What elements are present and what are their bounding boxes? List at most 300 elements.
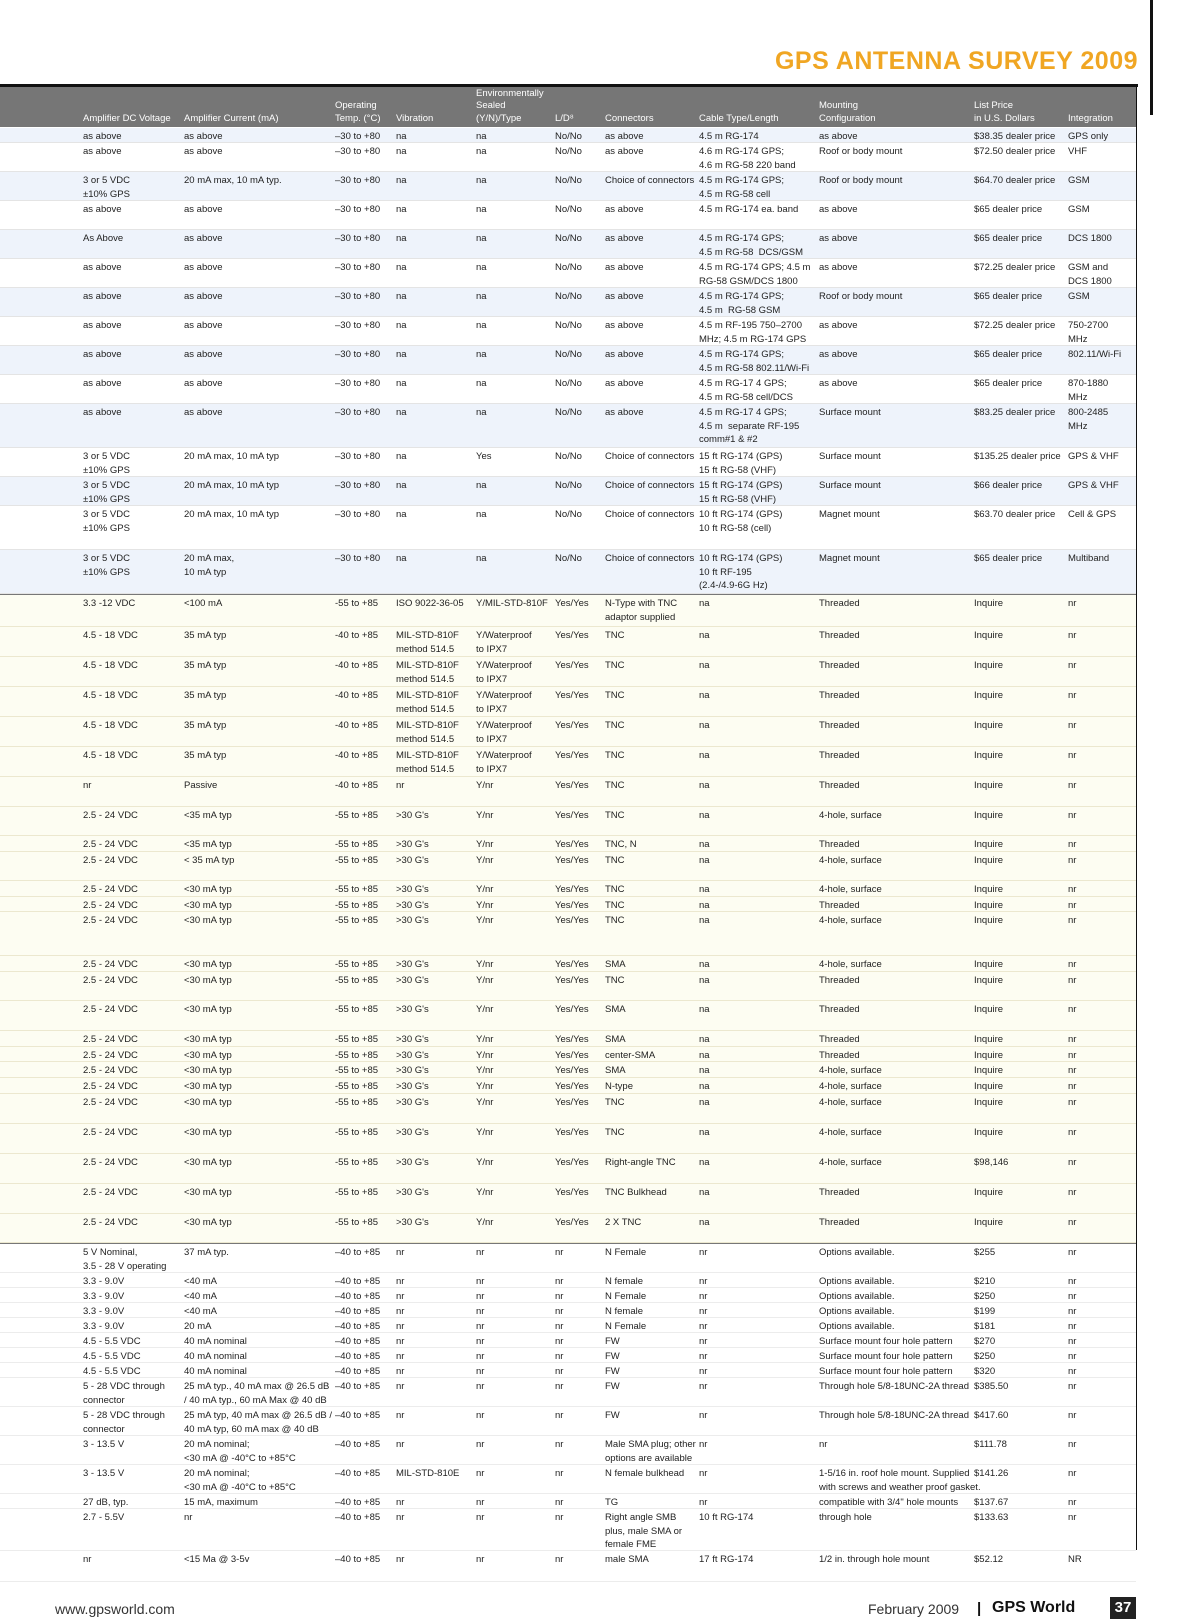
cell-temp: –30 to +80 xyxy=(335,553,381,564)
cell-ld: Yes/Yes xyxy=(555,1034,589,1045)
cell-mounting: 4-hole, surface xyxy=(819,810,882,821)
cell-connectors: as above xyxy=(605,233,644,244)
cell-temp: –40 to +85 xyxy=(335,1439,381,1450)
cell-env-sealed: na xyxy=(476,146,487,157)
cell-current: <30 mA typ xyxy=(184,1034,232,1045)
cell-vibration: na xyxy=(396,146,407,157)
cell-dc-voltage: nr xyxy=(83,780,92,791)
cell-ld: Yes/Yes xyxy=(555,810,589,821)
cell-ld: nr xyxy=(555,1276,564,1287)
cell-env-sealed: Y/Waterproof to IPX7 xyxy=(476,630,532,655)
cell-current: 40 mA nominal xyxy=(184,1351,247,1362)
table-row xyxy=(0,404,1136,448)
cell-price: $72.50 dealer price xyxy=(974,146,1056,157)
table-row xyxy=(0,717,1136,747)
cell-integration: nr xyxy=(1068,1276,1077,1287)
cell-vibration: ISO 9022-36-05 xyxy=(396,598,464,609)
cell-ld: No/No xyxy=(555,451,582,462)
cell-temp: -55 to +85 xyxy=(335,1034,379,1045)
cell-mounting: Roof or body mount xyxy=(819,291,903,302)
cell-connectors: as above xyxy=(605,349,644,360)
cell-temp: –30 to +80 xyxy=(335,480,381,491)
cell-temp: –30 to +80 xyxy=(335,204,381,215)
cell-dc-voltage: 3 or 5 VDC ±10% GPS xyxy=(83,451,130,476)
cell-mounting: 1-5/16 in. roof hole mount. Supplied with screws and weather proof gasket. xyxy=(819,1468,981,1493)
cell-env-sealed: na xyxy=(476,349,487,360)
cell-price: Inquire xyxy=(974,780,1004,791)
cell-price: $250 xyxy=(974,1351,996,1362)
cell-integration: nr xyxy=(1068,1004,1077,1015)
cell-connectors: TNC xyxy=(605,660,625,671)
cell-cable: na xyxy=(699,959,710,970)
cell-cable: 4.6 m RG-174 GPS; 4.6 m RG-58 220 band xyxy=(699,146,796,171)
cell-ld: nr xyxy=(555,1554,564,1565)
cell-connectors: as above xyxy=(605,204,644,215)
cell-connectors: FW xyxy=(605,1381,620,1392)
cell-price: $65 dealer price xyxy=(974,204,1043,215)
cell-env-sealed: na xyxy=(476,233,487,244)
table-row xyxy=(0,1509,1136,1551)
cell-integration: nr xyxy=(1068,1410,1077,1421)
cell-dc-voltage: 4.5 - 18 VDC xyxy=(83,630,138,641)
cell-vibration: >30 G's xyxy=(396,1217,429,1228)
cell-vibration: na xyxy=(396,480,407,491)
cell-price: Inquire xyxy=(974,1034,1004,1045)
table-row xyxy=(0,1154,1136,1184)
cell-mounting: Threaded xyxy=(819,750,860,761)
table-row xyxy=(0,506,1136,550)
cell-integration: DCS 1800 xyxy=(1068,233,1112,244)
table-row xyxy=(0,1184,1136,1214)
cell-vibration: MIL-STD-810F method 514.5 xyxy=(396,720,459,745)
table-row xyxy=(0,1288,1136,1303)
cell-vibration: nr xyxy=(396,1497,405,1508)
cell-current: <40 mA xyxy=(184,1306,218,1317)
cell-temp: –40 to +85 xyxy=(335,1247,381,1258)
table-section xyxy=(0,594,1136,1243)
cell-current: 35 mA typ xyxy=(184,750,227,761)
cell-connectors: male SMA xyxy=(605,1554,649,1565)
cell-dc-voltage: 2.5 - 24 VDC xyxy=(83,900,138,911)
cell-current: <30 mA typ xyxy=(184,915,232,926)
cell-cable: 15 ft RG-174 (GPS) 15 ft RG-58 (VHF) xyxy=(699,451,783,476)
cell-connectors: N female bulkhead xyxy=(605,1468,685,1479)
cell-integration: nr xyxy=(1068,1097,1077,1108)
cell-price: $320 xyxy=(974,1366,996,1377)
cell-current: as above xyxy=(184,131,223,142)
cell-integration: nr xyxy=(1068,1306,1077,1317)
cell-ld: Yes/Yes xyxy=(555,1157,589,1168)
cell-temp: –30 to +80 xyxy=(335,378,381,389)
cell-dc-voltage: 3.3 - 9.0V xyxy=(83,1306,125,1317)
cell-integration: nr xyxy=(1068,1468,1077,1479)
cell-env-sealed: na xyxy=(476,553,487,564)
header-cable: Cable Type/Length xyxy=(699,112,779,124)
cell-connectors: 2 X TNC xyxy=(605,1217,642,1228)
cell-cable: na xyxy=(699,975,710,986)
cell-current: <30 mA typ xyxy=(184,975,232,986)
cell-ld: nr xyxy=(555,1306,564,1317)
cell-ld: nr xyxy=(555,1321,564,1332)
cell-vibration: nr xyxy=(396,1321,405,1332)
cell-current: as above xyxy=(184,262,223,273)
cell-env-sealed: nr xyxy=(476,1351,485,1362)
cell-temp: -55 to +85 xyxy=(335,839,379,850)
cell-integration: nr xyxy=(1068,1321,1077,1332)
cell-vibration: na xyxy=(396,407,407,418)
cell-current: 35 mA typ xyxy=(184,660,227,671)
cell-vibration: >30 G's xyxy=(396,839,429,850)
cell-ld: nr xyxy=(555,1468,564,1479)
table-row xyxy=(0,143,1136,172)
cell-current: <30 mA typ xyxy=(184,900,232,911)
cell-dc-voltage: 3 or 5 VDC ±10% GPS xyxy=(83,175,130,200)
cell-price: $52.12 xyxy=(974,1554,1004,1565)
cell-vibration: nr xyxy=(396,1247,405,1258)
cell-cable: na xyxy=(699,1065,710,1076)
cell-cable: 4.5 m RG-17 4 GPS; 4.5 m RG-58 cell/DCS xyxy=(699,378,793,403)
cell-connectors: FW xyxy=(605,1336,620,1347)
cell-integration: nr xyxy=(1068,1081,1077,1092)
table-body xyxy=(0,128,1136,1582)
cell-ld: No/No xyxy=(555,131,582,142)
cell-dc-voltage: 2.5 - 24 VDC xyxy=(83,1081,138,1092)
cell-current: <30 mA typ xyxy=(184,1187,232,1198)
cell-vibration: na xyxy=(396,204,407,215)
cell-cable: na xyxy=(699,630,710,641)
cell-price: Inquire xyxy=(974,884,1004,895)
cell-cable: na xyxy=(699,1081,710,1092)
cell-vibration: MIL-STD-810F method 514.5 xyxy=(396,660,459,685)
cell-price: $199 xyxy=(974,1306,996,1317)
table-row xyxy=(0,259,1136,288)
cell-vibration: nr xyxy=(396,1381,405,1392)
cell-price: Inquire xyxy=(974,1065,1004,1076)
cell-integration: nr xyxy=(1068,1187,1077,1198)
cell-env-sealed: nr xyxy=(476,1439,485,1450)
cell-mounting: as above xyxy=(819,378,858,389)
cell-price: Inquire xyxy=(974,750,1004,761)
cell-vibration: na xyxy=(396,233,407,244)
cell-mounting: 4-hole, surface xyxy=(819,884,882,895)
cell-connectors: TNC xyxy=(605,720,625,731)
cell-current: 20 mA max, 10 mA typ xyxy=(184,553,235,578)
cell-temp: –30 to +80 xyxy=(335,349,381,360)
cell-dc-voltage: 2.5 - 24 VDC xyxy=(83,1097,138,1108)
cell-vibration: >30 G's xyxy=(396,884,429,895)
cell-dc-voltage: 3 or 5 VDC ±10% GPS xyxy=(83,553,130,578)
cell-temp: -55 to +85 xyxy=(335,915,379,926)
cell-mounting: Threaded xyxy=(819,630,860,641)
cell-env-sealed: na xyxy=(476,378,487,389)
cell-mounting: Threaded xyxy=(819,690,860,701)
cell-price: Inquire xyxy=(974,839,1004,850)
cell-price: Inquire xyxy=(974,1081,1004,1092)
cell-current: <30 mA typ xyxy=(184,1217,232,1228)
cell-price: Inquire xyxy=(974,915,1004,926)
cell-ld: No/No xyxy=(555,349,582,360)
cell-price: $210 xyxy=(974,1276,996,1287)
cell-env-sealed: Y/nr xyxy=(476,810,494,821)
table-row xyxy=(0,1378,1136,1407)
cell-dc-voltage: 4.5 - 18 VDC xyxy=(83,750,138,761)
cell-connectors: TG xyxy=(605,1497,619,1508)
cell-integration: nr xyxy=(1068,1034,1077,1045)
cell-current: <30 mA typ xyxy=(184,1004,232,1015)
cell-current: as above xyxy=(184,291,223,302)
cell-mounting: compatible with 3/4" hole mounts xyxy=(819,1497,959,1508)
cell-current: as above xyxy=(184,349,223,360)
cell-mounting: through hole xyxy=(819,1512,872,1523)
cell-cable: 15 ft RG-174 (GPS) 15 ft RG-58 (VHF) xyxy=(699,480,783,505)
cell-dc-voltage: 2.5 - 24 VDC xyxy=(83,1065,138,1076)
cell-integration: nr xyxy=(1068,884,1077,895)
cell-current: 35 mA typ xyxy=(184,690,227,701)
cell-ld: nr xyxy=(555,1512,564,1523)
table-row xyxy=(0,550,1136,594)
cell-env-sealed: nr xyxy=(476,1321,485,1332)
cell-price: $255 xyxy=(974,1247,996,1258)
cell-mounting: Options available. xyxy=(819,1306,895,1317)
cell-temp: –30 to +80 xyxy=(335,233,381,244)
cell-ld: Yes/Yes xyxy=(555,1065,589,1076)
cell-current: <30 mA typ xyxy=(184,1097,232,1108)
cell-integration: nr xyxy=(1068,1439,1077,1450)
cell-cable: na xyxy=(699,1187,710,1198)
cell-temp: –30 to +80 xyxy=(335,509,381,520)
cell-vibration: nr xyxy=(396,1410,405,1421)
cell-connectors: TNC xyxy=(605,915,625,926)
cell-temp: –30 to +80 xyxy=(335,320,381,331)
cell-integration: 800-2485 MHz xyxy=(1068,407,1109,432)
cell-vibration: >30 G's xyxy=(396,1157,429,1168)
cell-temp: -55 to +85 xyxy=(335,1127,379,1138)
cell-current: <40 mA xyxy=(184,1291,218,1302)
cell-vibration: nr xyxy=(396,1306,405,1317)
table-row xyxy=(0,747,1136,777)
cell-dc-voltage: as above xyxy=(83,204,122,215)
cell-temp: –40 to +85 xyxy=(335,1381,381,1392)
cell-current: <30 mA typ xyxy=(184,1157,232,1168)
cell-integration: NR xyxy=(1068,1554,1082,1565)
cell-env-sealed: Y/nr xyxy=(476,1004,494,1015)
cell-ld: No/No xyxy=(555,291,582,302)
cell-current: 20 mA max, 10 mA typ xyxy=(184,509,280,520)
cell-dc-voltage: 3.3 - 9.0V xyxy=(83,1291,125,1302)
cell-price: $181 xyxy=(974,1321,996,1332)
cell-integration: nr xyxy=(1068,1351,1077,1362)
cell-env-sealed: na xyxy=(476,407,487,418)
cell-mounting: Magnet mount xyxy=(819,553,880,564)
cell-cable: na xyxy=(699,1157,710,1168)
cell-env-sealed: Y/nr xyxy=(476,1034,494,1045)
cell-mounting: Threaded xyxy=(819,1034,860,1045)
cell-ld: No/No xyxy=(555,175,582,186)
cell-dc-voltage: nr xyxy=(83,1554,92,1565)
cell-integration: GSM and DCS 1800 xyxy=(1068,262,1112,287)
cell-price: Inquire xyxy=(974,598,1004,609)
cell-current: < 35 mA typ xyxy=(184,855,235,866)
cell-dc-voltage: 27 dB, typ. xyxy=(83,1497,129,1508)
cell-dc-voltage: 3 - 13.5 V xyxy=(83,1439,125,1450)
cell-env-sealed: nr xyxy=(476,1410,485,1421)
cell-current: <35 mA typ xyxy=(184,839,232,850)
cell-cable: na xyxy=(699,855,710,866)
cell-cable: na xyxy=(699,780,710,791)
cell-integration: nr xyxy=(1068,598,1077,609)
table-row xyxy=(0,595,1136,627)
cell-env-sealed: Yes xyxy=(476,451,492,462)
cell-mounting: as above xyxy=(819,320,858,331)
cell-connectors: FW xyxy=(605,1410,620,1421)
cell-mounting: Threaded xyxy=(819,1004,860,1015)
cell-current: <35 mA typ xyxy=(184,810,232,821)
footer-separator: | xyxy=(977,1600,982,1617)
cell-price: $64.70 dealer price xyxy=(974,175,1056,186)
cell-cable: 4.5 m RG-174 GPS; 4.5 m RG-58 802.11/Wi-Fi xyxy=(699,349,810,374)
cell-integration: GPS only xyxy=(1068,131,1109,142)
cell-vibration: na xyxy=(396,349,407,360)
cell-env-sealed: Y/nr xyxy=(476,1127,494,1138)
cell-cable: 10 ft RG-174 (GPS) 10 ft RF-195 (2.4-/4.9-6G Hz) xyxy=(699,553,783,591)
cell-vibration: MIL-STD-810F method 514.5 xyxy=(396,630,459,655)
table-row xyxy=(0,657,1136,687)
cell-dc-voltage: 2.5 - 24 VDC xyxy=(83,1157,138,1168)
cell-vibration: nr xyxy=(396,1439,405,1450)
cell-dc-voltage: 3.3 -12 VDC xyxy=(83,598,136,609)
cell-price: Inquire xyxy=(974,1127,1004,1138)
cell-current: 25 mA typ., 40 mA max @ 26.5 dB / 40 mA typ., 60 mA Max @ 40 dB xyxy=(184,1381,330,1406)
cell-connectors: SMA xyxy=(605,959,626,970)
table-row xyxy=(0,1001,1136,1031)
cell-env-sealed: nr xyxy=(476,1381,485,1392)
cell-mounting: Surface mount four hole pattern xyxy=(819,1366,953,1377)
cell-connectors: SMA xyxy=(605,1065,626,1076)
cell-price: Inquire xyxy=(974,690,1004,701)
cell-temp: –40 to +85 xyxy=(335,1366,381,1377)
cell-integration: nr xyxy=(1068,1497,1077,1508)
table-row xyxy=(0,852,1136,881)
cell-vibration: >30 G's xyxy=(396,855,429,866)
page-number: 37 xyxy=(1110,1597,1136,1619)
cell-connectors: TNC xyxy=(605,855,625,866)
cell-vibration: na xyxy=(396,262,407,273)
cell-mounting: as above xyxy=(819,349,858,360)
cell-price: $111.78 xyxy=(974,1439,1007,1450)
table-right-rule xyxy=(1136,84,1137,1550)
cell-current: <30 mA typ xyxy=(184,1127,232,1138)
cell-current: <30 mA typ xyxy=(184,959,232,970)
cell-integration: nr xyxy=(1068,630,1077,641)
cell-cable: na xyxy=(699,810,710,821)
cell-cable: na xyxy=(699,1217,710,1228)
cell-dc-voltage: 4.5 - 5.5 VDC xyxy=(83,1351,141,1362)
cell-temp: -55 to +85 xyxy=(335,959,379,970)
cell-cable: na xyxy=(699,660,710,671)
cell-temp: –40 to +85 xyxy=(335,1497,381,1508)
header-price: List Price in U.S. Dollars xyxy=(974,100,1035,124)
cell-integration: 870-1880 MHz xyxy=(1068,378,1109,403)
cell-dc-voltage: as above xyxy=(83,378,122,389)
cell-mounting: as above xyxy=(819,233,858,244)
header-vibration: Vibration xyxy=(396,112,434,124)
cell-env-sealed: nr xyxy=(476,1276,485,1287)
cell-vibration: MIL-STD-810F method 514.5 xyxy=(396,690,459,715)
cell-mounting: Magnet mount xyxy=(819,509,880,520)
cell-vibration: >30 G's xyxy=(396,1004,429,1015)
cell-dc-voltage: 3 or 5 VDC ±10% GPS xyxy=(83,480,130,505)
cell-integration: Multiband xyxy=(1068,553,1110,564)
cell-vibration: >30 G's xyxy=(396,1065,429,1076)
cell-vibration: na xyxy=(396,320,407,331)
cell-mounting: Threaded xyxy=(819,1217,860,1228)
table-row xyxy=(0,1551,1136,1582)
cell-mounting: 1/2 in. through hole mount xyxy=(819,1554,930,1565)
cell-cable: na xyxy=(699,690,710,701)
cell-integration: nr xyxy=(1068,750,1077,761)
table-row xyxy=(0,1273,1136,1288)
cell-ld: Yes/Yes xyxy=(555,660,589,671)
cell-integration: nr xyxy=(1068,855,1077,866)
cell-current: 20 mA xyxy=(184,1321,212,1332)
cell-temp: –40 to +85 xyxy=(335,1306,381,1317)
cell-connectors: center-SMA xyxy=(605,1050,656,1061)
cell-vibration: >30 G's xyxy=(396,900,429,911)
cell-env-sealed: nr xyxy=(476,1306,485,1317)
cell-connectors: TNC xyxy=(605,690,625,701)
cell-cable: nr xyxy=(699,1497,708,1508)
cell-price: $65 dealer price xyxy=(974,233,1043,244)
cell-ld: Yes/Yes xyxy=(555,884,589,895)
cell-dc-voltage: 5 - 28 VDC through connector xyxy=(83,1410,165,1435)
cell-temp: -40 to +85 xyxy=(335,630,379,641)
cell-ld: Yes/Yes xyxy=(555,690,589,701)
cell-ld: No/No xyxy=(555,262,582,273)
cell-current: 20 mA nominal; <30 mA @ -40°C to +85°C xyxy=(184,1468,296,1493)
cell-current: 40 mA nominal xyxy=(184,1366,247,1377)
cell-integration: nr xyxy=(1068,780,1077,791)
cell-env-sealed: na xyxy=(476,131,487,142)
cell-ld: nr xyxy=(555,1336,564,1347)
cell-ld: Yes/Yes xyxy=(555,915,589,926)
cell-dc-voltage: as above xyxy=(83,349,122,360)
cell-cable: 10 ft RG-174 (GPS) 10 ft RG-58 (cell) xyxy=(699,509,783,534)
cell-cable: nr xyxy=(699,1276,708,1287)
cell-cable: na xyxy=(699,884,710,895)
cell-cable: na xyxy=(699,1004,710,1015)
cell-price: Inquire xyxy=(974,1097,1004,1108)
cell-mounting: 4-hole, surface xyxy=(819,1065,882,1076)
cell-vibration: nr xyxy=(396,1336,405,1347)
cell-ld: Yes/Yes xyxy=(555,1081,589,1092)
cell-ld: No/No xyxy=(555,407,582,418)
cell-price: Inquire xyxy=(974,1004,1004,1015)
header-current: Amplifier Current (mA) xyxy=(184,112,279,124)
cell-mounting: Threaded xyxy=(819,598,860,609)
table-row xyxy=(0,972,1136,1001)
cell-connectors: TNC xyxy=(605,630,625,641)
cell-env-sealed: Y/MIL-STD-810F xyxy=(476,598,548,609)
cell-integration: VHF xyxy=(1068,146,1087,157)
cell-env-sealed: nr xyxy=(476,1512,485,1523)
cell-dc-voltage: 5 V Nominal, 3.5 - 28 V operating xyxy=(83,1247,167,1272)
cell-connectors: TNC, N xyxy=(605,839,637,850)
table-row xyxy=(0,1333,1136,1348)
cell-temp: -55 to +85 xyxy=(335,1004,379,1015)
table-row xyxy=(0,1407,1136,1436)
table-row xyxy=(0,1094,1136,1124)
table-row xyxy=(0,1303,1136,1318)
